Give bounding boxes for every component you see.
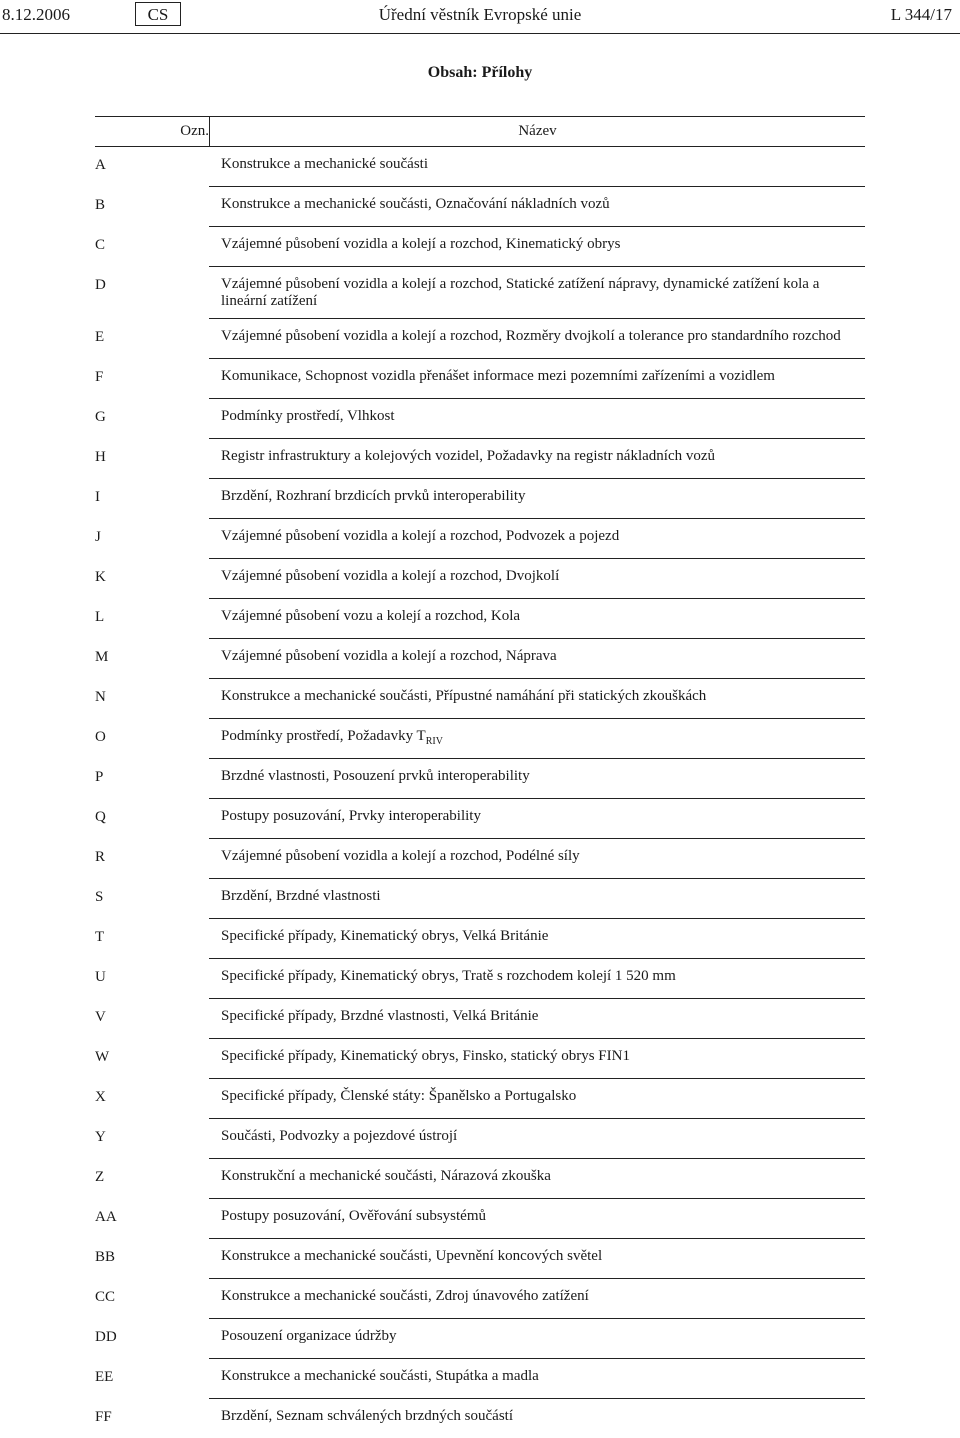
table-row — [95, 559, 865, 599]
annex-code: K — [95, 569, 106, 585]
annex-name-text: Komunikace, Schopnost vozidla přenášet informace mezi pozemními zařízeními a vozidlem — [221, 368, 775, 384]
annex-name — [209, 1039, 865, 1079]
table-row — [95, 1359, 865, 1399]
annex-name-text: Konstrukce a mechanické součásti, Stupátka a madla — [221, 1368, 539, 1384]
annex-name — [209, 479, 865, 519]
annex-code: AA — [95, 1209, 117, 1225]
annex-code: N — [95, 689, 106, 705]
annex-name — [209, 599, 865, 639]
table-row — [95, 1319, 865, 1359]
annex-code: H — [95, 449, 106, 465]
table-row — [95, 267, 865, 319]
table-row — [95, 1119, 865, 1159]
table-row — [95, 759, 865, 799]
annex-name — [209, 227, 865, 267]
annex-name-text: Brzdění, Seznam schválených brzdných součástí — [221, 1408, 513, 1424]
annex-name — [209, 999, 865, 1039]
table-row — [95, 679, 865, 719]
table-row — [95, 227, 865, 267]
table-body — [95, 147, 865, 1438]
table-row — [95, 147, 865, 187]
annex-name-text: Vzájemné působení vozidla a kolejí a rozchod, Statické zatížení nápravy, dynamické zatížení kola a lineární zatížení — [221, 276, 820, 309]
table-row — [95, 919, 865, 959]
annex-name-text: Konstrukční a mechanické součásti, Nárazová zkouška — [221, 1168, 551, 1184]
annex-code: U — [95, 969, 106, 985]
annex-code: L — [95, 609, 105, 625]
annex-code: T — [95, 929, 105, 945]
annex-name — [209, 919, 865, 959]
annex-name — [209, 759, 865, 799]
annex-name-text: Postupy posuzování, Prvky interoperability — [221, 808, 481, 824]
annex-name — [209, 1199, 865, 1239]
language-code-box: CS — [135, 2, 181, 26]
annex-code: R — [95, 849, 106, 865]
annex-name-text: Vzájemné působení vozidla a kolejí a rozchod, Rozměry dvojkolí a tolerance pro standardního rozchod — [221, 328, 841, 344]
annex-name-text: Podmínky prostředí, Požadavky T — [221, 728, 426, 744]
annex-name — [209, 719, 865, 759]
annex-name — [209, 879, 865, 919]
annex-name — [209, 1319, 865, 1359]
annex-name-text: Brzdění, Brzdné vlastnosti — [221, 888, 381, 904]
annex-name — [209, 1239, 865, 1279]
annex-name — [209, 1159, 865, 1199]
table-row — [95, 799, 865, 839]
annex-name — [209, 839, 865, 879]
annex-name-text: Vzájemné působení vozidla a kolejí a rozchod, Podélné síly — [221, 848, 580, 864]
annex-name-text: Vzájemné působení vozidla a kolejí a rozchod, Kinematický obrys — [221, 236, 621, 252]
publication-date: 8.12.2006 — [2, 5, 70, 24]
annex-name-text: Postupy posuzování, Ověřování subsystémů — [221, 1208, 486, 1224]
annex-name — [209, 187, 865, 227]
table-row — [95, 1159, 865, 1199]
annex-name-text: Vzájemné působení vozidla a kolejí a rozchod, Náprava — [221, 648, 557, 664]
annex-name-text: Specifické případy, Kinematický obrys, Tratě s rozchodem kolejí 1 520 mm — [221, 968, 676, 984]
annex-name-text: Specifické případy, Brzdné vlastnosti, Velká Británie — [221, 1008, 539, 1024]
table-row — [95, 479, 865, 519]
table-row — [95, 519, 865, 559]
annex-name — [209, 267, 865, 319]
annex-name — [209, 959, 865, 999]
annex-code: Q — [95, 809, 106, 825]
annex-name — [209, 1279, 865, 1319]
annex-name — [209, 1359, 865, 1399]
annex-code: Y — [95, 1129, 106, 1145]
page-number: L 344/17 — [890, 5, 952, 24]
annex-code: I — [95, 489, 100, 505]
annex-name-text: Konstrukce a mechanické součásti, Přípustné namáhání při statických zkouškách — [221, 688, 707, 704]
annex-code: E — [95, 329, 105, 345]
table-row — [95, 879, 865, 919]
column-header-name: Název — [518, 123, 557, 139]
table-row — [95, 999, 865, 1039]
annex-code: D — [95, 277, 106, 293]
annex-code: BB — [95, 1249, 116, 1265]
annex-code: S — [95, 889, 104, 905]
annex-name — [209, 559, 865, 599]
annex-name-text: Specifické případy, Členské státy: Španělsko a Portugalsko — [221, 1088, 577, 1104]
annex-code: Z — [95, 1169, 105, 1185]
annex-name-text: Brzdění, Rozhraní brzdicích prvků interoperability — [221, 488, 526, 504]
annex-code: X — [95, 1089, 106, 1105]
annex-name — [209, 519, 865, 559]
annex-code: C — [95, 237, 106, 253]
table-row — [95, 439, 865, 479]
table-row — [95, 839, 865, 879]
table-row — [95, 187, 865, 227]
table-row — [95, 1079, 865, 1119]
annex-name-text: Specifické případy, Kinematický obrys, Finsko, statický obrys FIN1 — [221, 1048, 630, 1064]
annex-name-text: Konstrukce a mechanické součásti — [221, 156, 429, 172]
header-rule — [0, 33, 960, 34]
annex-code: EE — [95, 1369, 114, 1385]
annex-name-text: Podmínky prostředí, Vlhkost — [221, 408, 395, 424]
table-row — [95, 1399, 865, 1438]
annex-name — [209, 359, 865, 399]
table-row — [95, 1199, 865, 1239]
annex-name — [209, 679, 865, 719]
annex-code: B — [95, 197, 106, 213]
table-row — [95, 1039, 865, 1079]
annex-table — [95, 116, 865, 1438]
annex-name — [209, 1119, 865, 1159]
annex-code: A — [95, 157, 106, 173]
table-row — [95, 599, 865, 639]
annex-code: FF — [95, 1409, 112, 1425]
page-header — [0, 0, 960, 34]
page-title: Obsah: Přílohy — [427, 64, 533, 81]
table-row — [95, 719, 865, 759]
annex-name-text: Vzájemné působení vozu a kolejí a rozchod, Kola — [221, 608, 521, 624]
annex-name-text: Součásti, Podvozky a pojezdové ústrojí — [221, 1128, 458, 1144]
annex-name — [209, 439, 865, 479]
annex-code: J — [95, 529, 101, 545]
annex-name-text: Konstrukce a mechanické součásti, Upevnění koncových světel — [221, 1248, 603, 1264]
annex-name-text: Vzájemné působení vozidla a kolejí a rozchod, Dvojkolí — [221, 568, 560, 584]
annex-code: W — [95, 1049, 110, 1065]
annex-code: CC — [95, 1289, 116, 1305]
annex-code: P — [95, 769, 104, 785]
annex-name — [209, 147, 865, 187]
table-row — [95, 399, 865, 439]
annex-name-text: Konstrukce a mechanické součásti, Zdroj únavového zatížení — [221, 1288, 589, 1304]
table-row — [95, 319, 865, 359]
journal-title: Úřední věstník Evropské unie — [378, 5, 582, 24]
annex-code: M — [95, 649, 109, 665]
table-row — [95, 1279, 865, 1319]
annex-code: F — [95, 369, 104, 385]
annex-code: V — [95, 1009, 106, 1025]
annex-code: G — [95, 409, 106, 425]
annex-name-text: Brzdné vlastnosti, Posouzení prvků interoperability — [221, 768, 530, 784]
annex-name-text: Specifické případy, Kinematický obrys, Velká Británie — [221, 928, 549, 944]
table-row — [95, 959, 865, 999]
table-row — [95, 359, 865, 399]
annex-code: O — [95, 729, 106, 745]
annex-name — [209, 1079, 865, 1119]
table-row — [95, 639, 865, 679]
table-row — [95, 1239, 865, 1279]
table-header — [95, 116, 865, 147]
annex-name-text: Posouzení organizace údržby — [221, 1328, 397, 1344]
annex-name — [209, 639, 865, 679]
annex-name-text: Registr infrastruktury a kolejových vozidel, Požadavky na registr nákladních vozů — [221, 448, 716, 464]
annex-name — [209, 799, 865, 839]
column-header-code: Ozn. — [180, 123, 209, 139]
annex-code: DD — [95, 1329, 117, 1345]
annex-name — [209, 319, 865, 359]
annex-name — [209, 1399, 865, 1438]
annex-name-text: Konstrukce a mechanické součásti, Označování nákladních vozů — [221, 196, 610, 212]
annex-name-text: Vzájemné působení vozidla a kolejí a rozchod, Podvozek a pojezd — [221, 528, 620, 544]
annex-name-subscript: RIV — [425, 736, 443, 747]
annex-name — [209, 399, 865, 439]
